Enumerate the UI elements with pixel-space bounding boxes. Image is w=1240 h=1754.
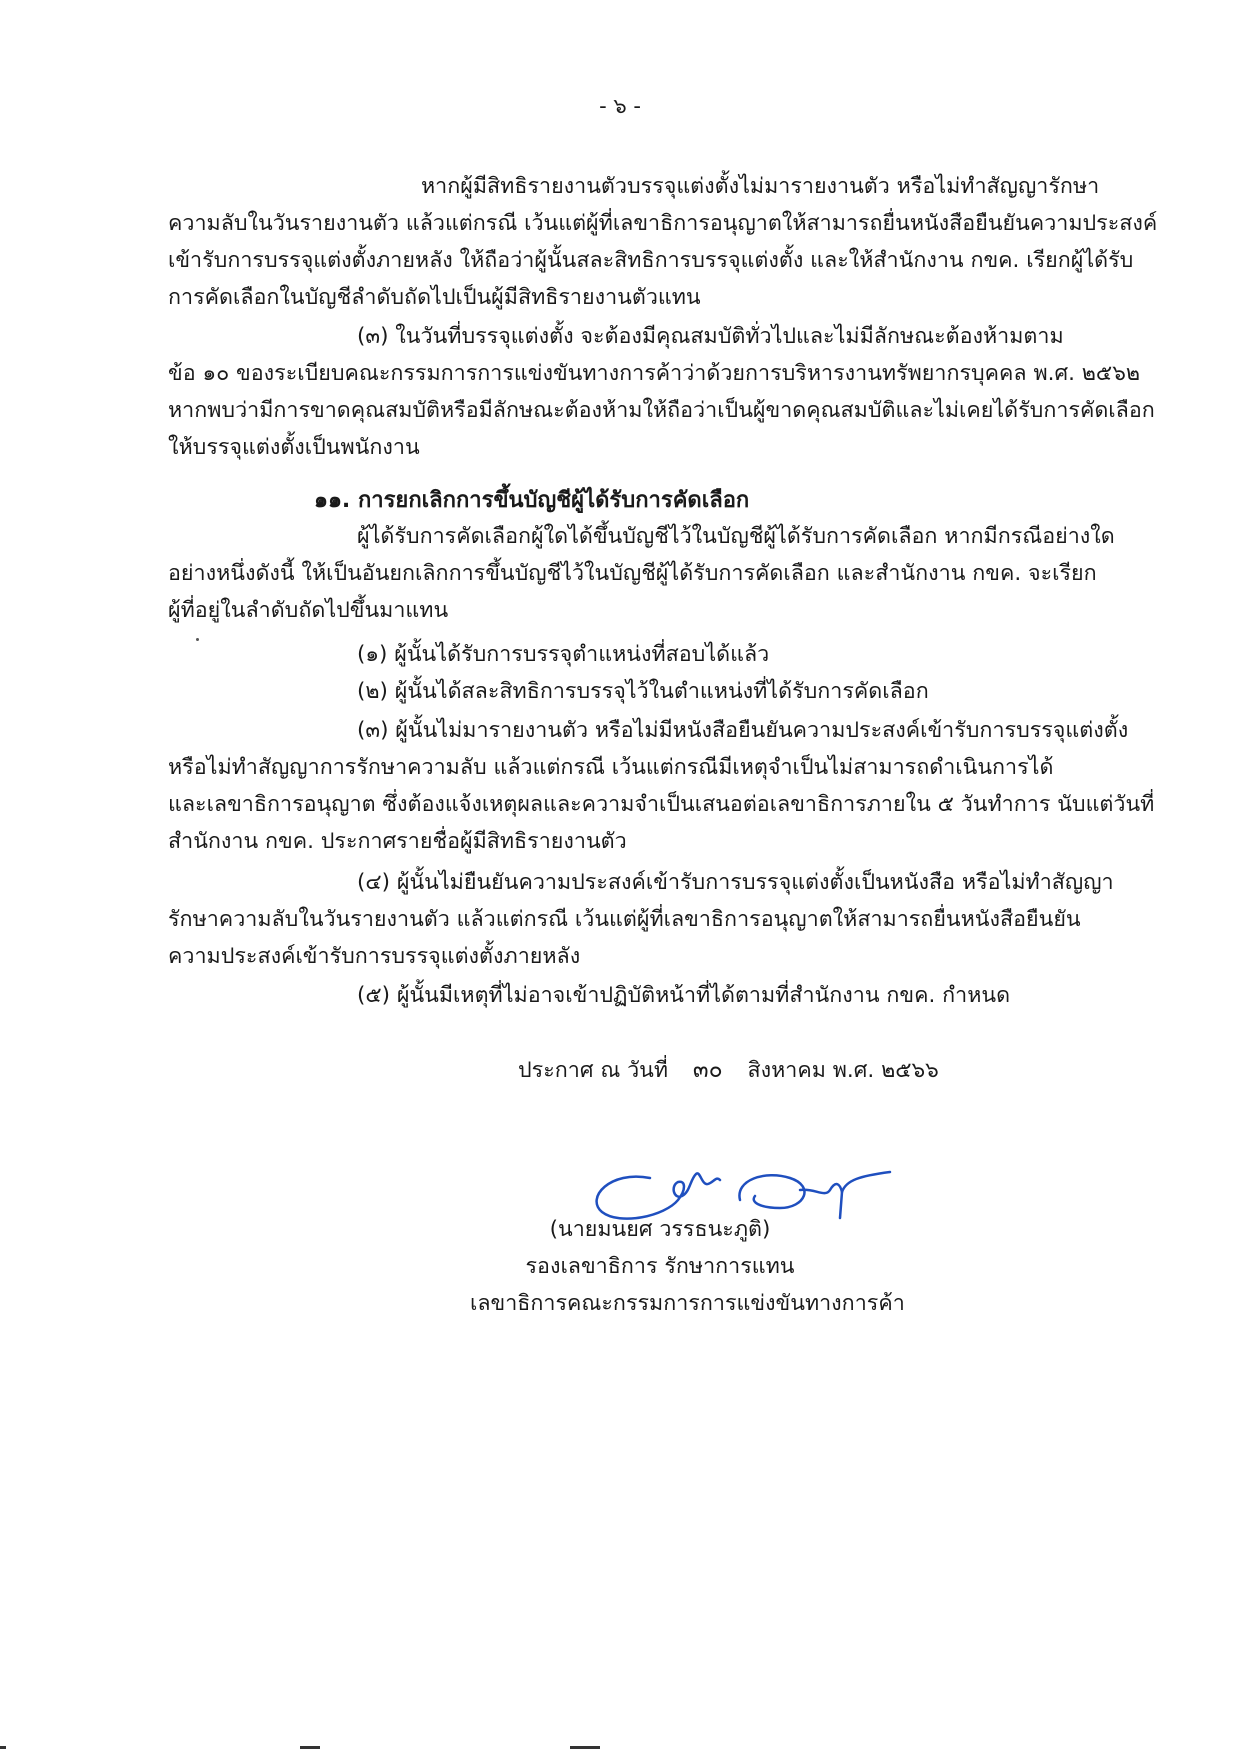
paragraph-cancellation-intro: [168, 518, 1118, 629]
text-line: (๕) ผู้นั้นมีเหตุที่ไม่อาจเข้าปฏิบัติหน้าที่ได้ตามที่สำนักงาน กขค. กำหนด: [357, 983, 1011, 1008]
list-item-5: [168, 977, 1118, 1014]
text-line: การคัดเลือกในบัญชีลำดับถัดไปเป็นผู้มีสิทธิรายงานตัวแทน: [168, 285, 701, 310]
list-item-1: [168, 636, 1118, 673]
scan-edge-mark: [300, 1746, 320, 1749]
announcement-day: ๓๐: [692, 1057, 723, 1083]
text-line: สำนักงาน กขค. ประกาศรายชื่อผู้มีสิทธิรายงานตัว: [168, 829, 627, 854]
text-line: ผู้ได้รับการคัดเลือกผู้ใดได้ขึ้นบัญชีไว้ในบัญชีผู้ได้รับการคัดเลือก หากมีกรณีอย่างใด: [357, 524, 1115, 549]
text-line: เข้ารับการบรรจุแต่งตั้งภายหลัง ให้ถือว่าผู้นั้นสละสิทธิการบรรจุแต่งตั้ง และให้สำนักงาน กขค. เรียกผู้ได้รับ: [168, 248, 1134, 273]
paragraph-item-3-qualifications: [168, 318, 1155, 466]
announcement-prefix: ประกาศ ณ วันที่: [518, 1058, 669, 1083]
scan-edge-mark: [570, 1746, 600, 1749]
text-line: (๓) ผู้นั้นไม่มารายงานตัว หรือไม่มีหนังสือยืนยันความประสงค์เข้ารับการบรรจุแต่งตั้ง: [357, 718, 1129, 743]
text-line: หากพบว่ามีการขาดคุณสมบัติหรือมีลักษณะต้องห้ามให้ถือว่าเป็นผู้ขาดคุณสมบัติและไม่เคยได้รับการคัดเลือก: [168, 398, 1155, 423]
signer-name: (นายมนยศ วรรธนะภูติ): [549, 1217, 771, 1242]
scan-edge-mark: [0, 1746, 6, 1749]
signer-position-2: เลขาธิการคณะกรรมการการแข่งขันทางการค้า: [470, 1291, 905, 1316]
text-line: รักษาความลับในวันรายงานตัว แล้วแต่กรณี เว้นแต่ผู้ที่เลขาธิการอนุญาตให้สามารถยื่นหนังสือยืนยัน: [168, 907, 1081, 932]
scan-speck: [196, 638, 199, 641]
text-line: หากผู้มีสิทธิรายงานตัวบรรจุแต่งตั้งไม่มารายงานตัว หรือไม่ทำสัญญารักษา: [421, 174, 1100, 199]
text-line: หรือไม่ทำสัญญาการรักษาความลับ แล้วแต่กรณี เว้นแต่กรณีมีเหตุจำเป็นไม่สามารถดำเนินการได้: [168, 755, 1054, 780]
text-line: ความประสงค์เข้ารับการบรรจุแต่งตั้งภายหลัง: [168, 944, 581, 969]
text-line: และเลขาธิการอนุญาต ซึ่งต้องแจ้งเหตุผลและความจำเป็นเสนอต่อเลขาธิการภายใน ๕ วันทำการ นับแต่วันที่: [168, 792, 1155, 817]
page-number: - ๖ -: [599, 94, 641, 118]
text-line: (๑) ผู้นั้นได้รับการบรรจุตำแหน่งที่สอบได้แล้ว: [357, 642, 770, 667]
text-line: ผู้ที่อยู่ในลำดับถัดไปขึ้นมาแทน: [168, 598, 449, 623]
list-item-2: [168, 673, 1118, 710]
text-line: (๔) ผู้นั้นไม่ยืนยันความประสงค์เข้ารับการบรรจุแต่งตั้งเป็นหนังสือ หรือไม่ทำสัญญา: [357, 870, 1114, 895]
text-line: ข้อ ๑๐ ของระเบียบคณะกรรมการการแข่งขันทางการค้าว่าด้วยการบริหารงานทรัพยากรบุคคล พ.ศ. ๒๕๖๒: [168, 361, 1141, 386]
list-item-3: [168, 712, 1155, 860]
paragraph-report-failure: [168, 168, 1158, 316]
announcement-date: [518, 1052, 939, 1088]
section-heading: ๑๑. การยกเลิกการขึ้นบัญชีผู้ได้รับการคัดเลือก: [314, 488, 750, 513]
text-line: ให้บรรจุแต่งตั้งเป็นพนักงาน: [168, 435, 420, 460]
list-item-4: [168, 864, 1118, 975]
text-line: ความลับในวันรายงานตัว แล้วแต่กรณี เว้นแต่ผู้ที่เลขาธิการอนุญาตให้สามารถยื่นหนังสือยืนยันความประสงค์: [168, 211, 1158, 236]
announcement-month-year: สิงหาคม พ.ศ. ๒๕๖๖: [747, 1058, 939, 1083]
text-line: อย่างหนึ่งดังนี้ ให้เป็นอันยกเลิกการขึ้นบัญชีไว้ในบัญชีผู้ได้รับการคัดเลือก และสำนักงาน กขค. จะเรียก: [168, 561, 1097, 586]
text-line: (๓) ในวันที่บรรจุแต่งตั้ง จะต้องมีคุณสมบัติทั่วไปและไม่มีลักษณะต้องห้ามตาม: [357, 324, 1064, 349]
text-line: (๒) ผู้นั้นได้สละสิทธิการบรรจุไว้ในตำแหน่งที่ได้รับการคัดเลือก: [357, 679, 929, 704]
signer-position-1: รองเลขาธิการ รักษาการแทน: [525, 1254, 795, 1279]
